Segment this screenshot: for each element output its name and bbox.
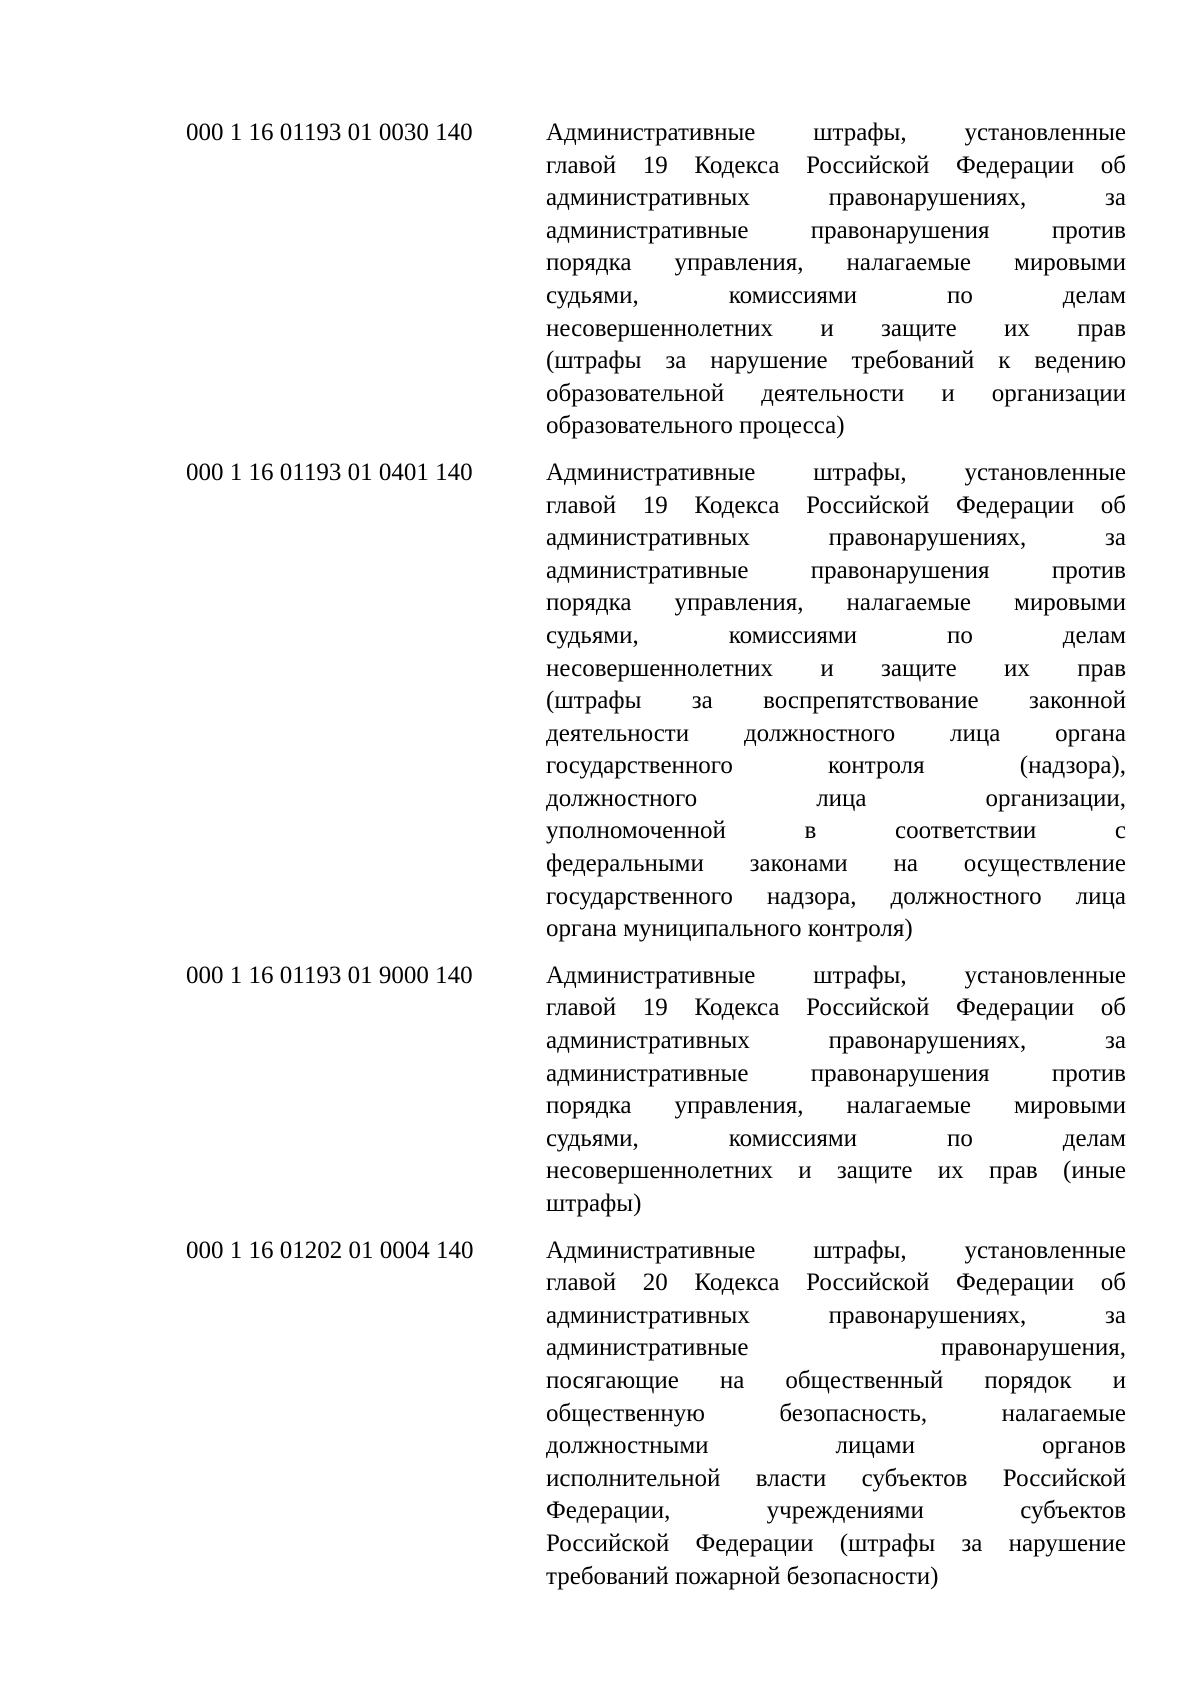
code-description (546, 457, 1126, 946)
description-line: Административные штрафы, установленные (546, 961, 1126, 989)
list-item (186, 457, 1126, 946)
description-line: штрафы) (546, 1190, 642, 1217)
description-line: главой 19 Кодекса Российской Федерации об (546, 491, 1126, 519)
description-line: (штрафы за нарушение требований к ведению (546, 347, 1126, 375)
budget-classification-code: 000 1 16 01193 01 9000 140 (186, 961, 473, 989)
code-description (546, 117, 1126, 443)
list-item (186, 117, 1126, 443)
list-item (186, 1235, 1126, 1594)
code-description (546, 960, 1126, 1221)
description-line: порядка управления, налагаемые мировыми (546, 589, 1126, 617)
description-line: судьями, комиссиями по делам (546, 1124, 1126, 1152)
description-line: исполнительной власти субъектов Российской (546, 1464, 1126, 1492)
description-line: должностными лицами органов (546, 1432, 1126, 1460)
description-line: государственного контроля (надзора), (546, 752, 1126, 780)
description-line: федеральными законами на осуществление (546, 850, 1126, 878)
description-line: судьями, комиссиями по делам (546, 281, 1126, 309)
description-line: административные правонарушения против (546, 216, 1126, 244)
description-line: несовершеннолетних и защите их прав (546, 654, 1126, 682)
description-line: судьями, комиссиями по делам (546, 621, 1126, 649)
description-line: порядка управления, налагаемые мировыми (546, 1092, 1126, 1120)
description-line: Административные штрафы, установленные (546, 1236, 1126, 1264)
budget-code-list (186, 117, 1126, 1607)
description-line: должностного лица организации, (546, 784, 1126, 812)
description-line: Федерации, учреждениями субъектов (546, 1497, 1126, 1525)
description-line: административных правонарушениях, за (546, 1027, 1126, 1055)
budget-classification-code: 000 1 16 01202 01 0004 140 (186, 1236, 474, 1264)
description-line: посягающие на общественный порядок и (546, 1366, 1126, 1394)
description-line: требований пожарной безопасности) (546, 1562, 939, 1590)
budget-classification-code: 000 1 16 01193 01 0030 140 (186, 119, 473, 146)
description-line: административных правонарушениях, за (546, 184, 1126, 212)
description-line: административных правонарушениях, за (546, 1301, 1126, 1329)
description-line: общественную безопасность, налагаемые (546, 1399, 1126, 1427)
description-line: уполномоченной в соответствии с (546, 817, 1126, 845)
description-line: несовершеннолетних и защите их прав (546, 314, 1126, 342)
description-line: Административные штрафы, установленные (546, 458, 1126, 486)
description-line: (штрафы за воспрепятствование законной (546, 687, 1126, 715)
description-line: главой 19 Кодекса Российской Федерации об (546, 994, 1126, 1022)
code-description (546, 1235, 1126, 1594)
description-line: административные правонарушения против (546, 1059, 1126, 1087)
description-line: деятельности должностного лица органа (546, 719, 1126, 747)
description-line: порядка управления, налагаемые мировыми (546, 249, 1126, 277)
description-line: органа муниципального контроля) (546, 915, 913, 943)
list-item (186, 960, 1126, 1221)
description-line: административных правонарушениях, за (546, 524, 1126, 552)
description-line: главой 19 Кодекса Российской Федерации об (546, 151, 1126, 179)
description-line: государственного надзора, должностного лица (546, 882, 1126, 910)
description-line: административные правонарушения, (546, 1334, 1126, 1362)
description-line: Российской Федерации (штрафы за нарушение (546, 1529, 1126, 1557)
description-line: главой 20 Кодекса Российской Федерации об (546, 1269, 1126, 1297)
description-line: образовательного процесса) (546, 412, 845, 440)
description-line: образовательной деятельности и организации (546, 379, 1126, 407)
description-line: административные правонарушения против (546, 556, 1126, 584)
description-line: несовершеннолетних и защите их прав (иные (546, 1157, 1126, 1185)
budget-classification-code: 000 1 16 01193 01 0401 140 (186, 458, 473, 486)
description-line: Административные штрафы, установленные (546, 119, 1126, 146)
